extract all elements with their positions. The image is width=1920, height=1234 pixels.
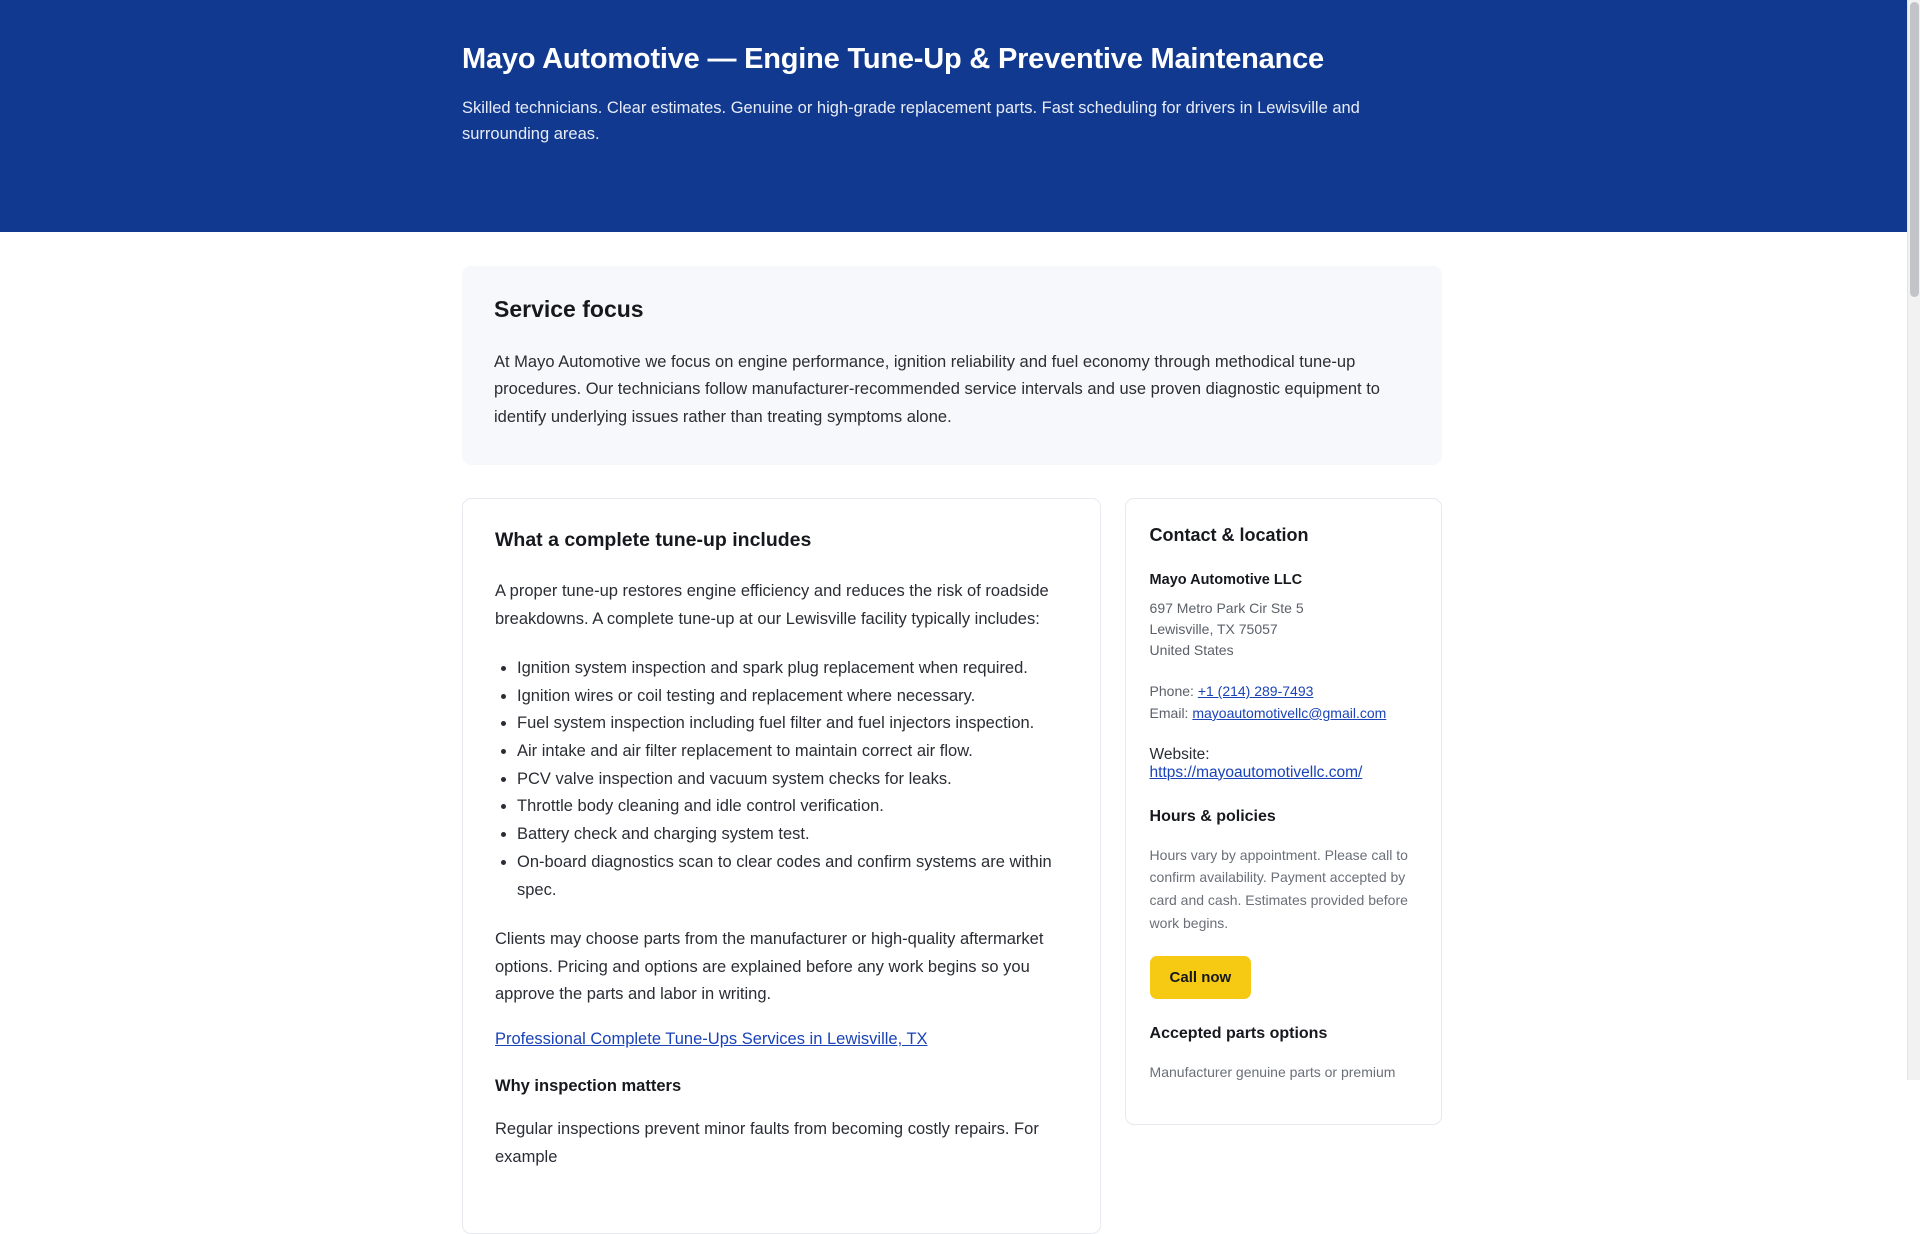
email-row: [1150, 703, 1417, 725]
tune-up-list: [495, 655, 1068, 904]
hero-content: [462, 42, 1442, 148]
website-row: [1150, 746, 1417, 782]
website-link[interactable]: https://mayoautomotivellc.com/: [1149, 763, 1363, 781]
website-label: Website:: [1149, 745, 1210, 763]
business-name: Mayo Automotive LLC: [1149, 572, 1303, 589]
parts-options-text: Manufacturer genuine parts or premium: [1149, 1064, 1396, 1081]
list-item: • Air intake and air filter replacement to maintain correct air flow.: [517, 738, 1068, 766]
tune-up-heading: What a complete tune-up includes: [495, 529, 812, 552]
tune-up-intro: A proper tune-up restores engine efficiency and reduces the risk of roadside breakdowns. A complete tune-up at our Lewisville facility typically includes:: [495, 582, 1049, 628]
list-item: • Fuel system inspection including fuel filter and fuel injectors inspection.: [517, 710, 1068, 738]
list-item: • Battery check and charging system test.: [517, 821, 1068, 849]
phone-label: Phone:: [1149, 683, 1194, 700]
page-scrollbar[interactable]: [1907, 0, 1920, 1080]
hours-heading: Hours & policies: [1149, 807, 1276, 825]
contact-card: [1125, 498, 1442, 1125]
service-focus-body: At Mayo Automotive we focus on engine performance, ignition reliability and fuel economy through methodical tune-up procedures. Our technicians follow manufacturer-recommended service intervals and use proven diagnostic equipment to identify underlying issues rather than treating symptoms alone.: [494, 353, 1380, 426]
service-focus-panel: [462, 266, 1442, 465]
address-line-1: 697 Metro Park Cir Ste 5: [1149, 600, 1304, 617]
page-title: Mayo Automotive — Engine Tune-Up & Preventive Maintenance: [462, 43, 1324, 75]
list-item: • Throttle body cleaning and idle control verification.: [517, 793, 1068, 821]
list-item: • On-board diagnostics scan to clear codes and confirm systems are within spec.: [517, 849, 1068, 904]
why-inspection-heading: Why inspection matters: [495, 1077, 682, 1096]
page-hero: [0, 0, 1907, 232]
list-item: • Ignition wires or coil testing and replacement where necessary.: [517, 683, 1068, 711]
address-line-3: United States: [1149, 642, 1234, 659]
call-now-button[interactable]: Call now: [1150, 956, 1252, 999]
hero-subtitle: Skilled technicians. Clear estimates. Genuine or high-grade replacement parts. Fast scheduling for drivers in Lewisville and surrounding areas.: [462, 98, 1360, 144]
list-item: • PCV valve inspection and vacuum system checks for leaks.: [517, 766, 1068, 794]
email-link[interactable]: mayoautomotivellc@gmail.com: [1192, 704, 1387, 721]
why-inspection-body: Regular inspections prevent minor faults from becoming costly repairs. For example: [495, 1120, 1039, 1166]
tune-up-card: [462, 498, 1101, 1234]
service-focus-heading: Service focus: [494, 296, 644, 322]
content-container: [462, 266, 1442, 1234]
scrollbar-thumb[interactable]: [1910, 2, 1919, 297]
parts-note: Clients may choose parts from the manufacturer or high-quality aftermarket options. Pricing and options are explained before any work begins so you approve the parts and labor in writing.: [495, 930, 1044, 1004]
contact-heading: Contact & location: [1149, 525, 1309, 546]
hours-text: Hours vary by appointment. Please call to confirm availability. Payment accepted by card and cash. Estimates provided before work begins.: [1149, 846, 1408, 931]
email-label: Email:: [1149, 704, 1189, 721]
address-line-2: Lewisville, TX 75057: [1149, 621, 1278, 638]
parts-options-heading: Accepted parts options: [1149, 1025, 1328, 1043]
list-item: • Ignition system inspection and spark plug replacement when required.: [517, 655, 1068, 683]
phone-row: [1150, 681, 1417, 703]
tune-up-services-link[interactable]: Professional Complete Tune-Ups Services in Lewisville, TX: [495, 1030, 928, 1049]
phone-link[interactable]: +1 (214) 289-7493: [1197, 683, 1314, 700]
contact-details: [1150, 681, 1417, 724]
page-body: [0, 232, 1907, 1234]
two-column-layout: [462, 498, 1442, 1234]
